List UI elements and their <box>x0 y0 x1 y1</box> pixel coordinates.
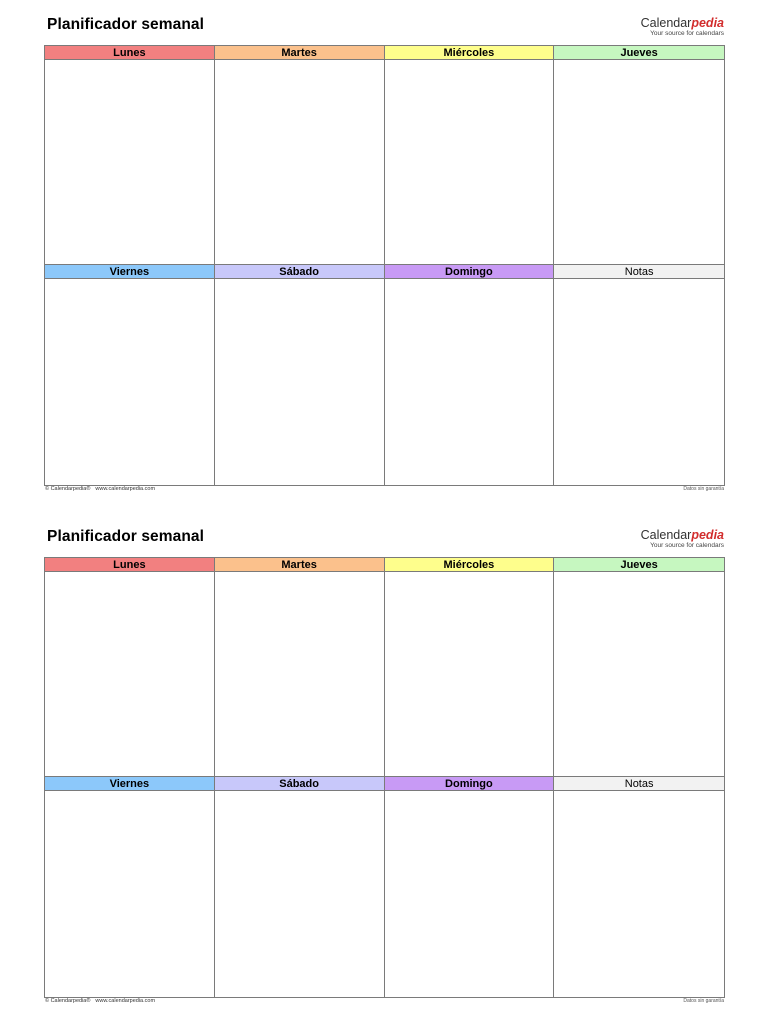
notes-cell[interactable] <box>554 791 724 997</box>
footer-left <box>45 486 155 492</box>
week-grid <box>44 557 725 998</box>
day-header-sabado: Sábado <box>215 777 385 791</box>
day-cell-jueves[interactable] <box>554 60 724 265</box>
brand-logo <box>641 17 724 38</box>
brand-name: Calendarpedia <box>640 528 724 542</box>
day-cell-martes[interactable] <box>215 60 385 265</box>
page-title: Planificador semanal <box>47 16 205 33</box>
day-header-domingo: Domingo <box>385 777 555 791</box>
footer-left <box>45 998 155 1004</box>
day-header-jueves: Jueves <box>554 46 724 60</box>
day-header-sabado: Sábado <box>215 265 385 279</box>
brand-tagline: Your source for calendars <box>650 542 724 549</box>
footer-url[interactable]: www.calendarpedia.com <box>95 486 156 492</box>
day-header-lunes: Lunes <box>45 46 215 60</box>
footer-disclaimer: Datos sin garantía <box>683 998 724 1004</box>
notes-header: Notas <box>554 265 724 279</box>
day-cell-sabado[interactable] <box>215 279 385 485</box>
day-header-martes: Martes <box>215 46 385 60</box>
footer-copyright: © Calendarpedia® <box>45 998 91 1004</box>
weekly-planner-2 <box>0 512 768 1012</box>
day-header-viernes: Viernes <box>45 777 215 791</box>
notes-cell[interactable] <box>554 279 724 485</box>
notes-header: Notas <box>554 777 724 791</box>
day-header-miercoles: Miércoles <box>385 558 555 572</box>
day-cell-lunes[interactable] <box>45 60 215 265</box>
brand-name: Calendarpedia <box>640 16 724 30</box>
day-cell-viernes[interactable] <box>45 791 215 997</box>
day-cell-domingo[interactable] <box>385 279 555 485</box>
footer-url[interactable]: www.calendarpedia.com <box>95 998 156 1004</box>
day-cell-lunes[interactable] <box>45 572 215 777</box>
day-header-viernes: Viernes <box>45 265 215 279</box>
day-cell-martes[interactable] <box>215 572 385 777</box>
day-header-jueves: Jueves <box>554 558 724 572</box>
day-cell-sabado[interactable] <box>215 791 385 997</box>
brand-logo <box>641 529 724 550</box>
footer-disclaimer: Datos sin garantía <box>683 486 724 492</box>
day-cell-domingo[interactable] <box>385 791 555 997</box>
day-header-miercoles: Miércoles <box>385 46 555 60</box>
weekly-planner-1 <box>0 0 768 500</box>
week-grid <box>44 45 725 486</box>
day-header-domingo: Domingo <box>385 265 555 279</box>
day-header-martes: Martes <box>215 558 385 572</box>
day-cell-miercoles[interactable] <box>385 60 555 265</box>
page-title: Planificador semanal <box>47 528 205 545</box>
day-cell-miercoles[interactable] <box>385 572 555 777</box>
day-cell-viernes[interactable] <box>45 279 215 485</box>
footer-copyright: © Calendarpedia® <box>45 486 91 492</box>
day-header-lunes: Lunes <box>45 558 215 572</box>
brand-tagline: Your source for calendars <box>650 30 724 37</box>
day-cell-jueves[interactable] <box>554 572 724 777</box>
